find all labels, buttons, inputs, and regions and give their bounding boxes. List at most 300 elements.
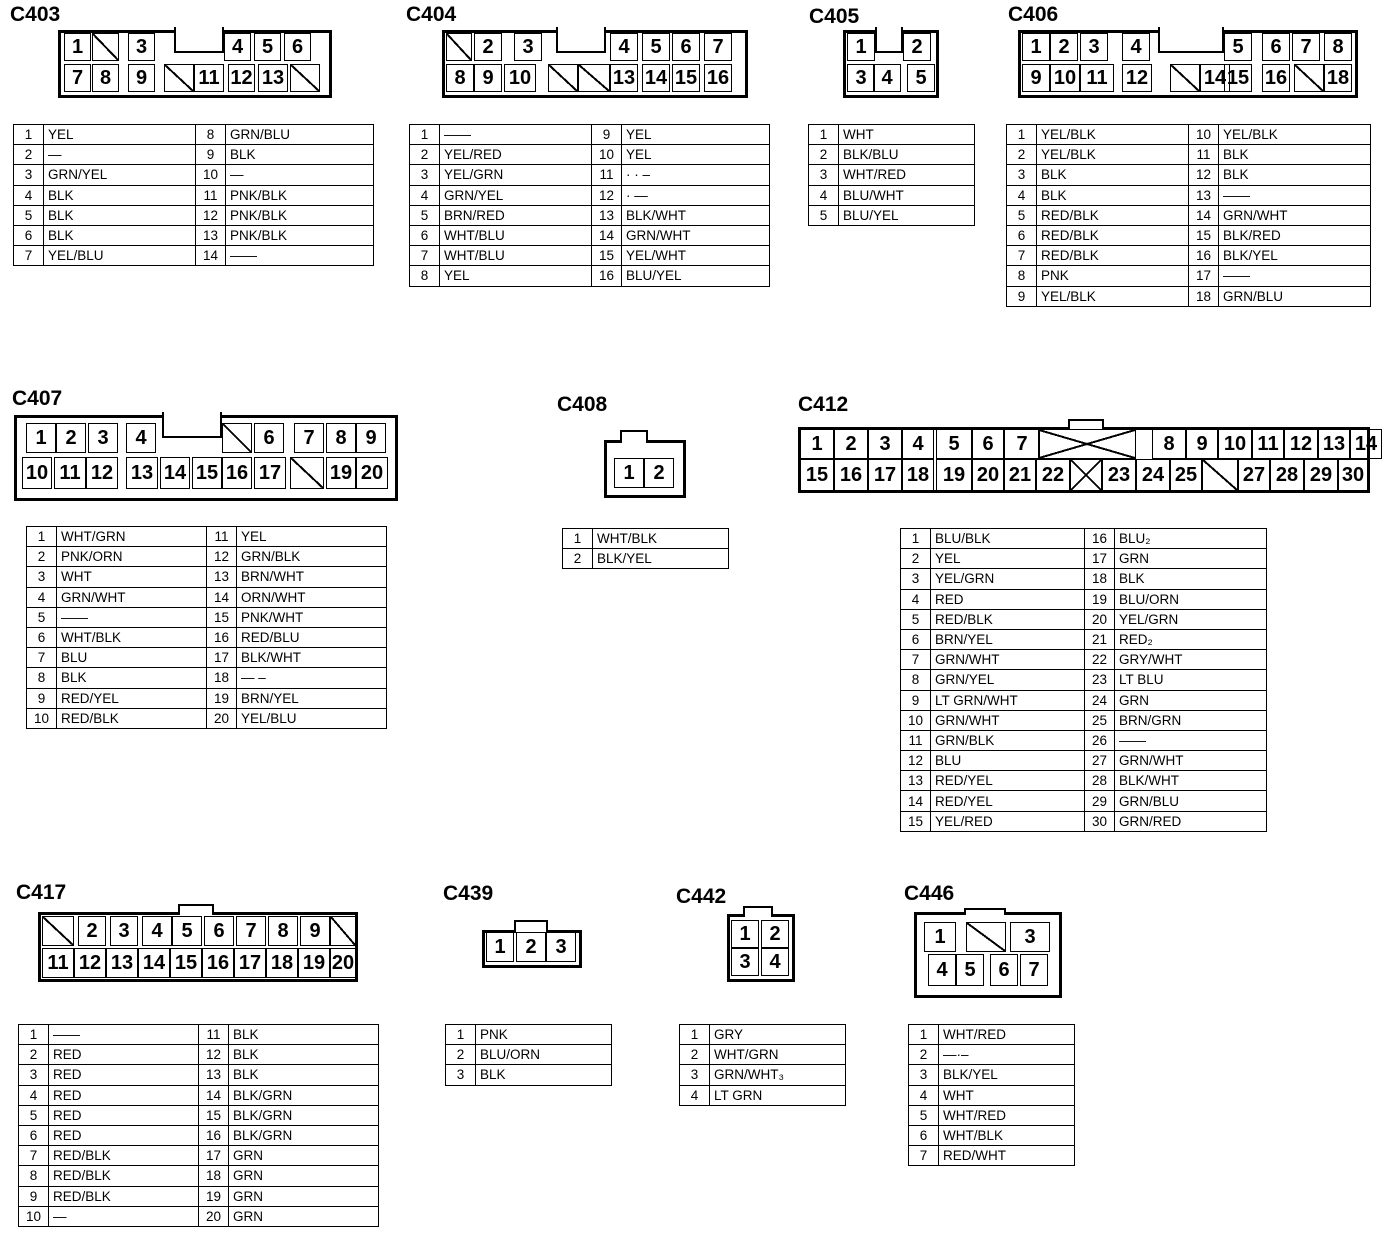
c406-pin-number: 11	[1189, 145, 1219, 165]
c407-pin-cell: 17	[254, 457, 286, 489]
c417-pin-number: 1	[19, 1025, 49, 1045]
c446-wire-color: WHT	[939, 1085, 1075, 1105]
c405-table-row	[809, 145, 975, 165]
c412-pin-table	[900, 528, 1267, 832]
c405-pin-number: 3	[809, 165, 839, 185]
c404-wire-color: GRN/YEL	[440, 185, 592, 205]
c412-wire-color: BLU/BLK	[931, 529, 1085, 549]
c439-pin-cell: 1	[486, 932, 514, 962]
c446-pin-number: 1	[909, 1025, 939, 1045]
c408-pin-cell: 2	[644, 458, 674, 488]
c406-pin-cell: 1	[1022, 33, 1050, 61]
c404-pin-number: 1	[410, 125, 440, 145]
c404-pin-number: 3	[410, 165, 440, 185]
c412-pin-number: 22	[1085, 650, 1115, 670]
c403-pin-cell: 3	[128, 33, 155, 61]
c407-pin-table	[26, 526, 387, 729]
c404-pin-number: 14	[592, 225, 622, 245]
c412-wire-color: LT GRN/WHT	[931, 690, 1085, 710]
c412-pin-number: 24	[1085, 690, 1115, 710]
c405-key-notch	[875, 27, 903, 53]
c403-table-row	[14, 145, 374, 165]
c404-pin-cell: 5	[642, 33, 670, 61]
c442-table-row	[680, 1025, 846, 1045]
c403-table-row	[14, 205, 374, 225]
c407-table-row	[27, 648, 387, 668]
c404-pin-cell: 16	[704, 64, 732, 92]
c407-title: C407	[12, 387, 63, 410]
c412-wire-color: GRN/WHT	[931, 650, 1085, 670]
c412-wire-color: GRN/BLK	[931, 730, 1085, 750]
c403-wire-color: PNK/BLK	[226, 225, 374, 245]
c406-pin-number: 9	[1007, 286, 1037, 306]
c417-lock-tab	[178, 904, 214, 915]
c405-pin-number: 5	[809, 205, 839, 225]
c406-wire-color: BLK/YEL	[1219, 246, 1371, 266]
c417-pin-cell: 7	[236, 916, 266, 946]
c406-wire-color: BLK	[1219, 165, 1371, 185]
c412-pin-number: 5	[901, 609, 931, 629]
c405-pin-table	[808, 124, 975, 226]
c406-pin-cell: 12	[1122, 64, 1152, 92]
c417-wire-color: BLK	[229, 1025, 379, 1045]
c412-title: C412	[798, 393, 849, 416]
c417-pin-number: 15	[199, 1105, 229, 1125]
c417-pin-cell: 18	[266, 948, 298, 978]
c404-table-row	[410, 145, 770, 165]
c417-title: C417	[16, 881, 67, 904]
c417-pin-table	[18, 1024, 379, 1227]
c407-pin-cell: 2	[56, 423, 86, 453]
c417-wire-color: RED	[49, 1105, 199, 1125]
c407-table-row	[27, 567, 387, 587]
c407-pin-number: 15	[207, 607, 237, 627]
c417-pin-cell: 13	[106, 948, 138, 978]
c417-pin-number: 17	[199, 1146, 229, 1166]
c446-table-row	[909, 1085, 1075, 1105]
c417-pin-number: 20	[199, 1206, 229, 1226]
c407-wire-color: YEL	[237, 527, 387, 547]
c412-pin-number: 12	[901, 751, 931, 771]
c442-table-row	[680, 1065, 846, 1085]
c442-pin-cell: 1	[731, 920, 759, 948]
c404-pin-cell: 2	[474, 33, 502, 61]
c407-pin-cell: 4	[126, 423, 156, 453]
c405-pin-cell: 2	[903, 33, 931, 61]
c403-table-row	[14, 125, 374, 145]
c403-pin-table	[13, 124, 374, 266]
c412-wire-color: GRN	[1115, 549, 1267, 569]
c403-pin-number: 2	[14, 145, 44, 165]
c446-table-row	[909, 1045, 1075, 1065]
c407-pin-number: 3	[27, 567, 57, 587]
c406-table-row	[1007, 246, 1371, 266]
c404-pin-cell: 13	[610, 64, 638, 92]
c412-pin-number: 15	[901, 811, 931, 831]
c412-pin-cell: 8	[1152, 429, 1186, 459]
c412-wire-color: RED	[931, 589, 1085, 609]
c412-pin-number: 8	[901, 670, 931, 690]
c412-pin-cell: 28	[1270, 459, 1304, 491]
c446-pin-cell: 3	[1010, 922, 1050, 952]
c403-unused-cavity	[164, 64, 194, 92]
c403-pin-number: 5	[14, 205, 44, 225]
c412-pin-cell: 10	[1218, 429, 1252, 459]
c404-wire-color: BLK/WHT	[622, 205, 770, 225]
c404-pin-number: 4	[410, 185, 440, 205]
c412-pin-cell: 16	[834, 459, 868, 491]
c417-table-row	[19, 1146, 379, 1166]
c439-wire-color: BLK	[476, 1065, 612, 1085]
c417-wire-color: GRN	[229, 1186, 379, 1206]
c406-pin-cell: 7	[1292, 33, 1320, 61]
c403-pin-cell: 12	[228, 64, 255, 92]
c412-wire-color: BRN/YEL	[931, 629, 1085, 649]
c417-pin-number: 14	[199, 1085, 229, 1105]
c417-pin-number: 6	[19, 1125, 49, 1145]
c412-wire-color: GRN/WHT	[1115, 751, 1267, 771]
c403-pin-cell: 6	[284, 33, 311, 61]
c412-pin-number: 29	[1085, 791, 1115, 811]
c417-table-row	[19, 1125, 379, 1145]
c412-pin-number: 6	[901, 629, 931, 649]
c442-pin-number: 4	[680, 1085, 710, 1105]
c405-table-row	[809, 185, 975, 205]
c405-table-row	[809, 125, 975, 145]
c417-pin-number: 10	[19, 1206, 49, 1226]
c404-wire-color: YEL	[622, 125, 770, 145]
c406-table-row	[1007, 145, 1371, 165]
c406-wire-color: BLK	[1037, 165, 1189, 185]
c417-pin-number: 11	[199, 1025, 229, 1045]
c407-wire-color: BRN/WHT	[237, 567, 387, 587]
c412-pin-cell: 4	[902, 429, 934, 459]
c403-pin-cell: 1	[64, 33, 91, 61]
c412-pin-cell: 6	[972, 429, 1004, 459]
c406-table-row	[1007, 266, 1371, 286]
c403-wire-color: GRN/BLU	[226, 125, 374, 145]
c407-pin-cell: 3	[88, 423, 118, 453]
c417-wire-color: GRN	[229, 1166, 379, 1186]
c404-title: C404	[406, 3, 457, 26]
c407-pin-number: 8	[27, 668, 57, 688]
c412-wire-color: YEL/GRN	[1115, 609, 1267, 629]
c407-pin-number: 20	[207, 708, 237, 728]
c405-table-row	[809, 165, 975, 185]
c407-pin-cell: 19	[326, 457, 356, 489]
c408-lock-tab	[620, 430, 648, 443]
c406-pin-number: 8	[1007, 266, 1037, 286]
c407-table-row	[27, 708, 387, 728]
c403-table-row	[14, 246, 374, 266]
c406-title: C406	[1008, 3, 1059, 26]
c412-pin-cell: 17	[868, 459, 902, 491]
c407-pin-cell: 16	[222, 457, 252, 489]
c412-wire-color: YEL	[931, 549, 1085, 569]
c408-table-row	[563, 549, 729, 569]
c407-pin-cell: 10	[22, 457, 52, 489]
c412-pin-number: 4	[901, 589, 931, 609]
c404-pin-cell: 4	[610, 33, 638, 61]
c442-wire-color: WHT/GRN	[710, 1045, 846, 1065]
c406-pin-cell: 8	[1324, 33, 1352, 61]
c442-table-row	[680, 1085, 846, 1105]
c407-pin-cell: 11	[54, 457, 86, 489]
c407-table-row	[27, 668, 387, 688]
c417-pin-number: 7	[19, 1146, 49, 1166]
c406-wire-color: PNK	[1037, 266, 1189, 286]
c407-wire-color: GRN/WHT	[57, 587, 207, 607]
c412-table-row	[901, 589, 1267, 609]
c406-wire-color: GRN/BLU	[1219, 286, 1371, 306]
c417-pin-cell: 17	[234, 948, 266, 978]
c404-unused-cavity	[446, 33, 472, 61]
c407-pin-number: 1	[27, 527, 57, 547]
c403-wire-color: BLK	[44, 185, 196, 205]
c412-pin-number: 19	[1085, 589, 1115, 609]
c417-pin-number: 4	[19, 1085, 49, 1105]
c446-pin-number: 3	[909, 1065, 939, 1085]
c412-pin-number: 25	[1085, 710, 1115, 730]
c407-wire-color: PNK/WHT	[237, 607, 387, 627]
c406-wire-color: BLK	[1037, 185, 1189, 205]
c406-table-row	[1007, 286, 1371, 306]
c407-wire-color: BLK	[57, 668, 207, 688]
c403-pin-number: 9	[196, 145, 226, 165]
c417-pin-cell: 2	[78, 916, 106, 946]
c417-pin-cell: 20	[330, 948, 356, 978]
c417-pin-number: 5	[19, 1105, 49, 1125]
c404-wire-color: BRN/RED	[440, 205, 592, 225]
c406-wire-color: RED/BLK	[1037, 205, 1189, 225]
c406-unused-cavity	[1170, 64, 1200, 92]
c404-pin-cell: 14	[642, 64, 670, 92]
c407-table-row	[27, 627, 387, 647]
c412-pin-cell: 20	[972, 459, 1004, 491]
c403-pin-cell: 4	[224, 33, 251, 61]
c417-pin-cell: 8	[268, 916, 298, 946]
c446-pin-cell: 4	[928, 954, 956, 986]
c403-wire-color: BLK	[44, 205, 196, 225]
c412-pin-number: 18	[1085, 569, 1115, 589]
c446-pin-table	[908, 1024, 1075, 1166]
c412-pin-number: 17	[1085, 549, 1115, 569]
c412-pin-number: 13	[901, 771, 931, 791]
c407-wire-color: WHT	[57, 567, 207, 587]
c412-pin-cell: 19	[936, 459, 972, 491]
c406-wire-color: BLK	[1219, 145, 1371, 165]
c406-wire-color: YEL/BLK	[1219, 125, 1371, 145]
c406-pin-cell: 10	[1050, 64, 1080, 92]
c404-pin-number: 10	[592, 145, 622, 165]
c406-pin-table	[1006, 124, 1371, 307]
c406-pin-number: 6	[1007, 225, 1037, 245]
c405-wire-color: WHT/RED	[839, 165, 975, 185]
c412-pin-cell: 13	[1318, 429, 1350, 459]
c405-table-row	[809, 205, 975, 225]
c407-pin-number: 12	[207, 547, 237, 567]
c412-wire-color: RED₂	[1115, 629, 1267, 649]
c404-pin-number: 13	[592, 205, 622, 225]
c407-pin-cell: 1	[26, 423, 56, 453]
c417-table-row	[19, 1105, 379, 1125]
c407-pin-cell: 7	[294, 423, 324, 453]
c406-pin-cell: 2	[1050, 33, 1078, 61]
c417-pin-number: 3	[19, 1065, 49, 1085]
c404-pin-cell: 8	[446, 64, 474, 92]
c417-pin-number: 2	[19, 1045, 49, 1065]
c405-wire-color: WHT	[839, 125, 975, 145]
c406-pin-cell: 9	[1022, 64, 1050, 92]
c407-pin-cell: 12	[86, 457, 118, 489]
c405-pin-number: 1	[809, 125, 839, 145]
c446-title: C446	[904, 882, 955, 905]
c417-table-row	[19, 1186, 379, 1206]
c406-wire-color: YEL/BLK	[1037, 145, 1189, 165]
c417-wire-color: RED/BLK	[49, 1146, 199, 1166]
c406-table-row	[1007, 225, 1371, 245]
c405-pin-cell: 4	[873, 64, 901, 92]
c407-wire-color: BLK/WHT	[237, 648, 387, 668]
c412-pin-number: 11	[901, 730, 931, 750]
c403-pin-cell: 13	[258, 64, 288, 92]
c407-unused-cavity	[222, 423, 252, 453]
c407-pin-number: 11	[207, 527, 237, 547]
c404-table-row	[410, 185, 770, 205]
c404-pin-number: 5	[410, 205, 440, 225]
c406-pin-number: 13	[1189, 185, 1219, 205]
c404-pin-number: 15	[592, 246, 622, 266]
c407-pin-number: 6	[27, 627, 57, 647]
c403-pin-cell: 5	[254, 33, 281, 61]
c406-pin-number: 4	[1007, 185, 1037, 205]
c412-table-row	[901, 529, 1267, 549]
c412-table-row	[901, 690, 1267, 710]
c406-pin-number: 14	[1189, 205, 1219, 225]
c446-table-row	[909, 1105, 1075, 1125]
c406-wire-color: YEL/BLK	[1037, 125, 1189, 145]
c442-lock-tab	[743, 906, 773, 917]
c406-pin-cell: 16	[1262, 64, 1290, 92]
c404-pin-number: 6	[410, 225, 440, 245]
c403-pin-cell: 7	[64, 64, 91, 92]
c405-wire-color: BLU/YEL	[839, 205, 975, 225]
c407-wire-color: WHT/GRN	[57, 527, 207, 547]
c403-unused-cavity	[92, 33, 119, 61]
c407-wire-color: YEL/BLU	[237, 708, 387, 728]
c412-wire-color: GRN/BLU	[1115, 791, 1267, 811]
c412-pin-number: 16	[1085, 529, 1115, 549]
c412-table-row	[901, 771, 1267, 791]
c407-pin-cell: 13	[126, 457, 158, 489]
c407-table-row	[27, 547, 387, 567]
c412-pin-number: 9	[901, 690, 931, 710]
c412-table-row	[901, 751, 1267, 771]
c406-pin-cell: 11	[1080, 64, 1114, 92]
c417-pin-cell: 15	[170, 948, 202, 978]
c442-wire-color: GRY	[710, 1025, 846, 1045]
c403-pin-number: 13	[196, 225, 226, 245]
c417-table-row	[19, 1065, 379, 1085]
c408-pin-cell: 1	[614, 458, 644, 488]
c446-unused-cavity	[966, 922, 1006, 952]
c403-pin-cell: 11	[194, 64, 224, 92]
c417-pin-cell: 11	[42, 948, 74, 978]
c404-pin-cell: 7	[704, 33, 732, 61]
c446-table-row	[909, 1065, 1075, 1085]
c412-pin-number: 26	[1085, 730, 1115, 750]
c417-wire-color: RED	[49, 1045, 199, 1065]
c439-pin-number: 1	[446, 1025, 476, 1045]
c405-pin-cell: 1	[847, 33, 875, 61]
c405-wire-color: BLU/WHT	[839, 185, 975, 205]
c446-wire-color: WHT/RED	[939, 1025, 1075, 1045]
c408-pin-table	[562, 528, 729, 569]
c412-pin-number: 2	[901, 549, 931, 569]
c446-wire-color: RED/WHT	[939, 1146, 1075, 1166]
c412-table-row	[901, 549, 1267, 569]
c417-pin-number: 13	[199, 1065, 229, 1085]
c412-wire-color: GRY/WHT	[1115, 650, 1267, 670]
c412-wire-color: YEL/RED	[931, 811, 1085, 831]
c417-wire-color: RED	[49, 1125, 199, 1145]
c406-wire-color: RED/BLK	[1037, 246, 1189, 266]
c403-pin-number: 11	[196, 185, 226, 205]
c417-pin-number: 19	[199, 1186, 229, 1206]
c404-pin-number: 7	[410, 246, 440, 266]
c446-table-row	[909, 1025, 1075, 1045]
c407-wire-color: BLU	[57, 648, 207, 668]
c406-pin-cell: 3	[1080, 33, 1108, 61]
c406-unused-cavity	[1294, 64, 1324, 92]
c412-table-row	[901, 710, 1267, 730]
c412-pin-number: 20	[1085, 609, 1115, 629]
c403-title: C403	[10, 3, 61, 26]
c405-wire-color: BLK/BLU	[839, 145, 975, 165]
c403-pin-cell: 9	[128, 64, 155, 92]
c404-pin-table	[409, 124, 770, 287]
c412-pin-number: 1	[901, 529, 931, 549]
c412-wire-color: RED/YEL	[931, 791, 1085, 811]
c407-key-notch	[162, 412, 222, 438]
c403-pin-number: 12	[196, 205, 226, 225]
c446-pin-cell: 1	[924, 922, 956, 952]
c412-pin-cell: 11	[1252, 429, 1284, 459]
c403-wire-color: YEL/BLU	[44, 246, 196, 266]
c407-pin-number: 9	[27, 688, 57, 708]
c406-pin-number: 16	[1189, 246, 1219, 266]
c405-pin-number: 4	[809, 185, 839, 205]
c404-pin-number: 9	[592, 125, 622, 145]
c407-pin-cell: 20	[356, 457, 388, 489]
c412-pin-cell: 15	[800, 459, 834, 491]
c406-pin-number: 10	[1189, 125, 1219, 145]
c417-pin-number: 12	[199, 1045, 229, 1065]
c412-pin-number: 27	[1085, 751, 1115, 771]
c412-wire-color: BRN/GRN	[1115, 710, 1267, 730]
c407-pin-number: 18	[207, 668, 237, 688]
c407-pin-number: 2	[27, 547, 57, 567]
c412-wire-color: YEL/GRN	[931, 569, 1085, 589]
c403-table-row	[14, 165, 374, 185]
c417-unused-cavity	[330, 916, 356, 946]
c417-pin-number: 9	[19, 1186, 49, 1206]
c446-table-row	[909, 1146, 1075, 1166]
c408-pin-number: 2	[563, 549, 593, 569]
c407-wire-color: WHT/BLK	[57, 627, 207, 647]
c439-wire-color: PNK	[476, 1025, 612, 1045]
c406-wire-color: GRN/WHT	[1219, 205, 1371, 225]
